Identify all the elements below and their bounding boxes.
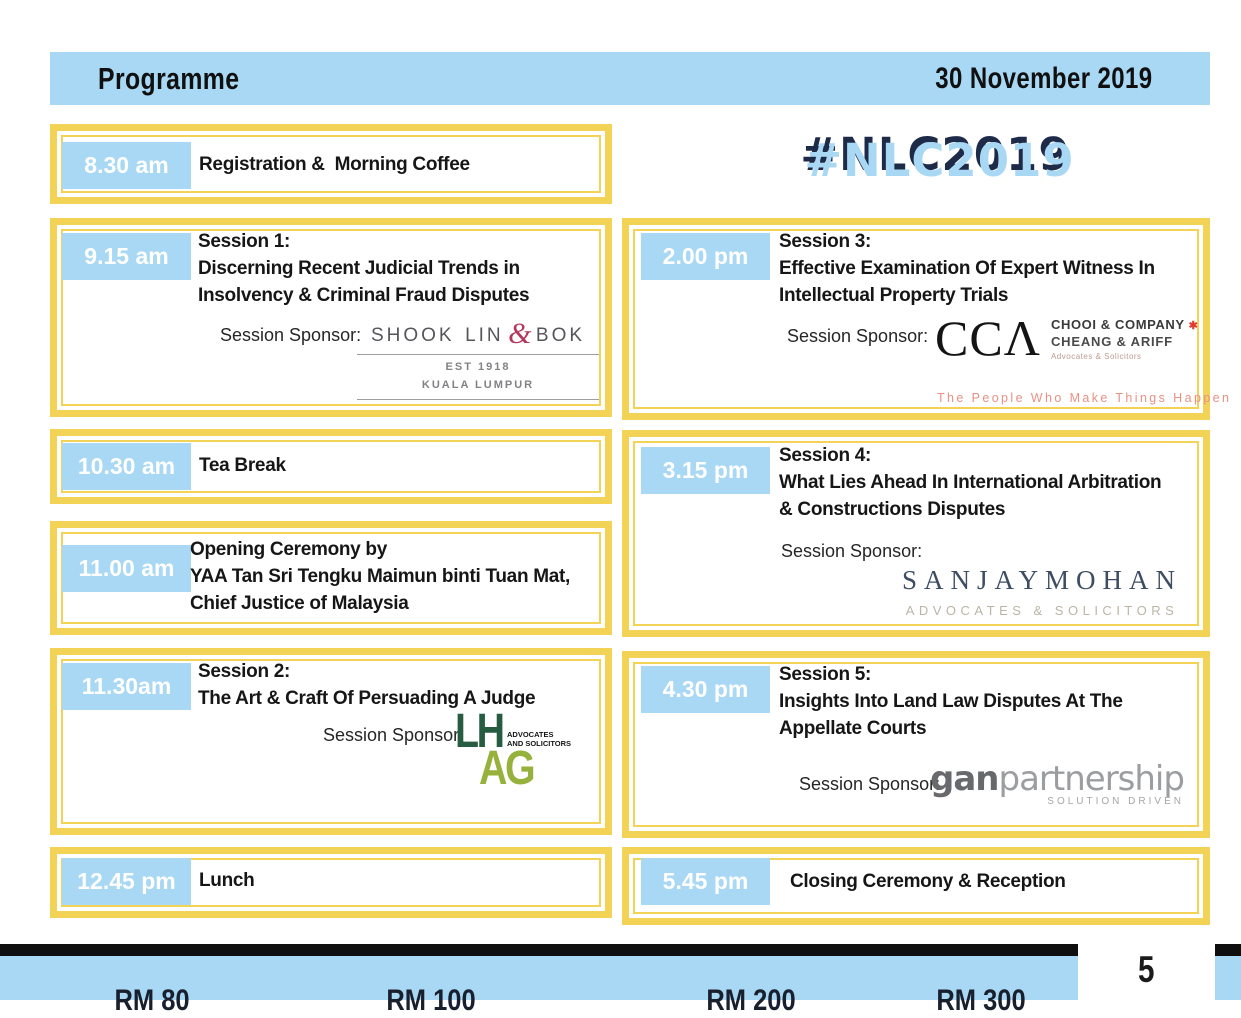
cca-tagline: The People Who Make Things Happen <box>937 391 1232 405</box>
lhag-ag: AG <box>479 742 534 795</box>
slot-opening-ceremony <box>50 521 612 635</box>
slot-session-4 <box>622 430 1210 637</box>
sponsor-label: Session Sponsor: <box>220 325 362 345</box>
time-badge: 4.30 pm <box>641 666 770 713</box>
slb-rule <box>357 399 599 400</box>
sanjay-wordmark: SANJAYMOHAN <box>901 565 1183 595</box>
title-line: The Art & Craft Of Persuading A Judge <box>198 688 536 709</box>
title-line: Insolvency & Criminal Fraud Disputes <box>198 285 530 306</box>
lhag-caption-line: AND SOLICITORS <box>506 738 572 748</box>
slb-ampersand: & <box>508 317 532 350</box>
title-line: Intellectual Property Trials <box>779 285 1009 306</box>
title-line: Tea Break <box>199 455 286 476</box>
slb-est: EST 1918 <box>445 361 511 373</box>
page-number: 5 <box>1138 949 1155 990</box>
hashtag-nlc2019: #NLC2019 <box>804 134 1075 187</box>
page-title: Programme <box>98 60 240 96</box>
sponsor-label: Session Sponsor: <box>799 774 941 794</box>
time-badge: 11.30am <box>62 663 191 710</box>
title-line: What Lies Ahead In International Arbitration <box>779 472 1162 493</box>
title-line: Opening Ceremony by <box>190 539 388 560</box>
title-line: Closing Ceremony & Reception <box>790 871 1066 892</box>
slot-closing-ceremony <box>622 847 1210 925</box>
title-line: Lunch <box>199 870 255 891</box>
title-line: Chief Justice of Malaysia <box>190 593 409 614</box>
price-1: RM 80 <box>114 984 190 1017</box>
divider-bar <box>0 944 1241 956</box>
cca-monogram <box>935 310 1041 366</box>
slot-session-1 <box>50 218 612 417</box>
price-3: RM 200 <box>706 984 796 1017</box>
shook-lin-bok-wordmark <box>357 315 599 349</box>
cca-firm1-text: CHOOI & COMPANY <box>1050 317 1185 332</box>
footer-bar <box>0 956 1241 1017</box>
time-badge: 9.15 am <box>62 233 191 280</box>
gan-bold: gan <box>930 759 999 799</box>
slot-title <box>199 151 470 178</box>
page-number-tab <box>1078 940 1215 1000</box>
title-line: Insights Into Land Law Disputes At The <box>779 691 1123 712</box>
slb-word2: bok <box>535 317 586 347</box>
cca-descriptor: Advocates & Solicitors <box>1050 352 1142 361</box>
slb-word1: shook lin <box>370 317 504 347</box>
cca-cc: CC <box>935 310 1004 366</box>
title-line: Session 1: <box>198 231 291 252</box>
time-badge: 8.30 am <box>62 142 191 189</box>
time-badge: 11.00 am <box>62 545 191 592</box>
header-date: 30 November 2019 <box>934 61 1152 95</box>
sanjay-descriptor: ADVOCATES & SOLICITORS <box>905 603 1179 618</box>
sponsor-logo-sanjaymohan <box>877 565 1207 618</box>
time-badge: 3.15 pm <box>641 447 770 494</box>
sponsor-label: Session Sponsor: <box>323 725 465 745</box>
slot-title <box>190 536 570 617</box>
slb-rule <box>357 354 599 355</box>
slot-tea-break <box>50 429 612 504</box>
slot-registration <box>50 124 612 204</box>
slot-title <box>198 228 529 309</box>
title-line: Effective Examination Of Expert Witness In <box>779 258 1155 279</box>
time-badge: 2.00 pm <box>641 233 770 280</box>
title-line: Session 4: <box>779 445 872 466</box>
lhag-caption-line: ADVOCATES <box>506 730 554 739</box>
time-badge: 10.30 am <box>62 443 191 490</box>
time-badge: 5.45 pm <box>641 858 770 905</box>
slot-title <box>779 228 1155 309</box>
title-line: Session 5: <box>779 664 872 685</box>
time-badge: 12.45 pm <box>62 858 191 905</box>
cca-firm-2: CHEANG & ARIFF <box>1050 334 1173 349</box>
title-line: Registration & Morning Coffee <box>199 154 470 175</box>
sponsor-logo-cca <box>935 310 1199 366</box>
slot-title <box>199 867 255 894</box>
sponsor-label: Session Sponsor: <box>781 541 923 561</box>
title-line: YAA Tan Sri Tengku Maimun binti Tuan Mat, <box>190 566 571 587</box>
slot-session-5 <box>622 651 1210 838</box>
title-line: & Constructions Disputes <box>779 499 1006 520</box>
cca-text-block <box>1051 317 1199 361</box>
slot-title <box>790 868 1066 895</box>
slot-lunch <box>50 847 612 918</box>
slot-title <box>199 452 286 479</box>
slot-title <box>779 442 1161 523</box>
gan-wordmark <box>930 759 1184 799</box>
gan-tagline: SOLUTION DRIVEN <box>1047 796 1184 807</box>
title-line: Session 3: <box>779 231 872 252</box>
cca-firm-1 <box>1051 317 1199 332</box>
sponsor-logo-ganpartnership <box>930 759 1184 807</box>
sponsor-logo-lhag <box>455 705 572 795</box>
gan-light: partnership <box>998 759 1184 799</box>
lhag-lh: LH <box>455 705 503 758</box>
sponsor-logo-shook-lin-bok <box>357 315 599 400</box>
slot-title <box>198 658 535 712</box>
title-line: Session 2: <box>198 661 291 682</box>
slot-session-2 <box>50 648 612 835</box>
price-2: RM 100 <box>386 984 476 1017</box>
title-line: Appellate Courts <box>779 718 927 739</box>
cca-row <box>935 310 1199 366</box>
header-bar <box>50 52 1210 105</box>
red-asterisk-icon: ✱ <box>1188 320 1199 332</box>
price-4: RM 300 <box>936 984 1026 1017</box>
title-line: Discerning Recent Judicial Trends in <box>198 258 520 279</box>
sponsor-label: Session Sponsor: <box>787 326 929 346</box>
slot-title <box>779 661 1123 742</box>
slot-session-3 <box>622 218 1232 420</box>
cca-lambda: Λ <box>1003 310 1041 366</box>
slb-city: KUALA LUMPUR <box>421 379 535 391</box>
